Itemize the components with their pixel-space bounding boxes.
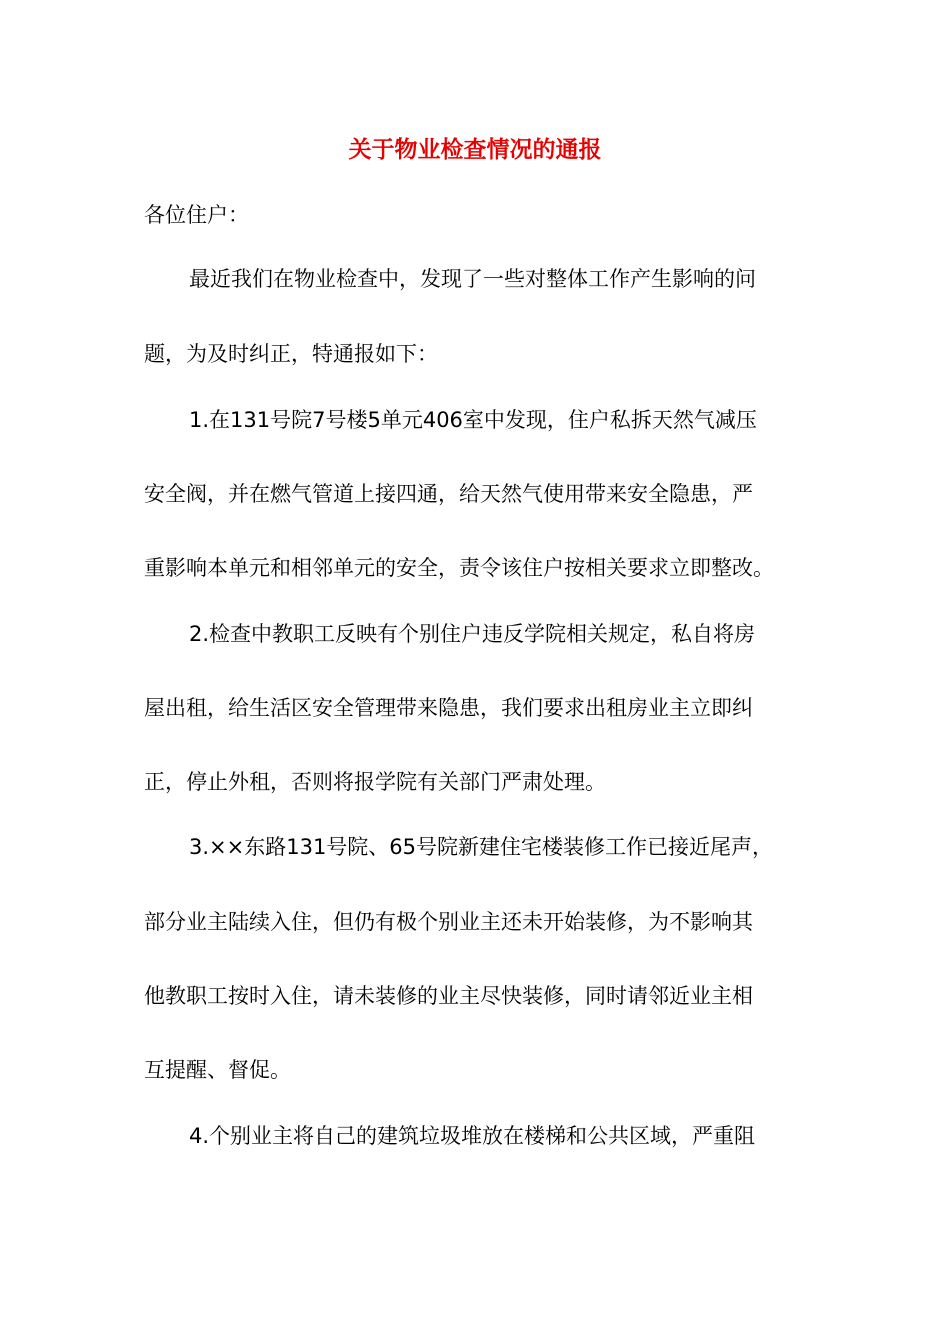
page-title: 关于物业检查情况的通报 bbox=[348, 137, 602, 163]
paragraph-line: 2.检查中教职工反映有个别住户违反学院相关规定，私自将房 bbox=[189, 622, 756, 646]
paragraph-line: 题，为及时纠正，特通报如下： bbox=[144, 342, 438, 366]
paragraph-line: 屋出租，给生活区安全管理带来隐患，我们要求出租房业主立即纠 bbox=[144, 696, 753, 720]
paragraph-line: 最近我们在物业检查中，发现了一些对整体工作产生影响的问 bbox=[189, 267, 756, 291]
paragraph-line: 4.个别业主将自己的建筑垃圾堆放在楼梯和公共区域，严重阻 bbox=[189, 1124, 756, 1148]
paragraph-line: 重影响本单元和相邻单元的安全，责令该住户按相关要求立即整改。 bbox=[144, 556, 774, 580]
paragraph-line: 正，停止外租，否则将报学院有关部门严肃处理。 bbox=[144, 770, 606, 794]
paragraph-line: 部分业主陆续入住，但仍有极个别业主还未开始装修，为不影响其 bbox=[144, 910, 753, 934]
paragraph-line: 3.××东路131号院、65号院新建住宅楼装修工作已接近尾声， bbox=[189, 835, 774, 859]
salutation: 各位住户： bbox=[144, 203, 249, 227]
paragraph-line: 互提醒、督促。 bbox=[144, 1058, 291, 1082]
paragraph-line: 1.在131号院7号楼5单元406室中发现，住户私拆天然气减压 bbox=[189, 408, 757, 432]
paragraph-line: 安全阀，并在燃气管道上接四通，给天然气使用带来安全隐患，严 bbox=[144, 482, 753, 506]
paragraph-line: 他教职工按时入住，请未装修的业主尽快装修，同时请邻近业主相 bbox=[144, 984, 753, 1008]
